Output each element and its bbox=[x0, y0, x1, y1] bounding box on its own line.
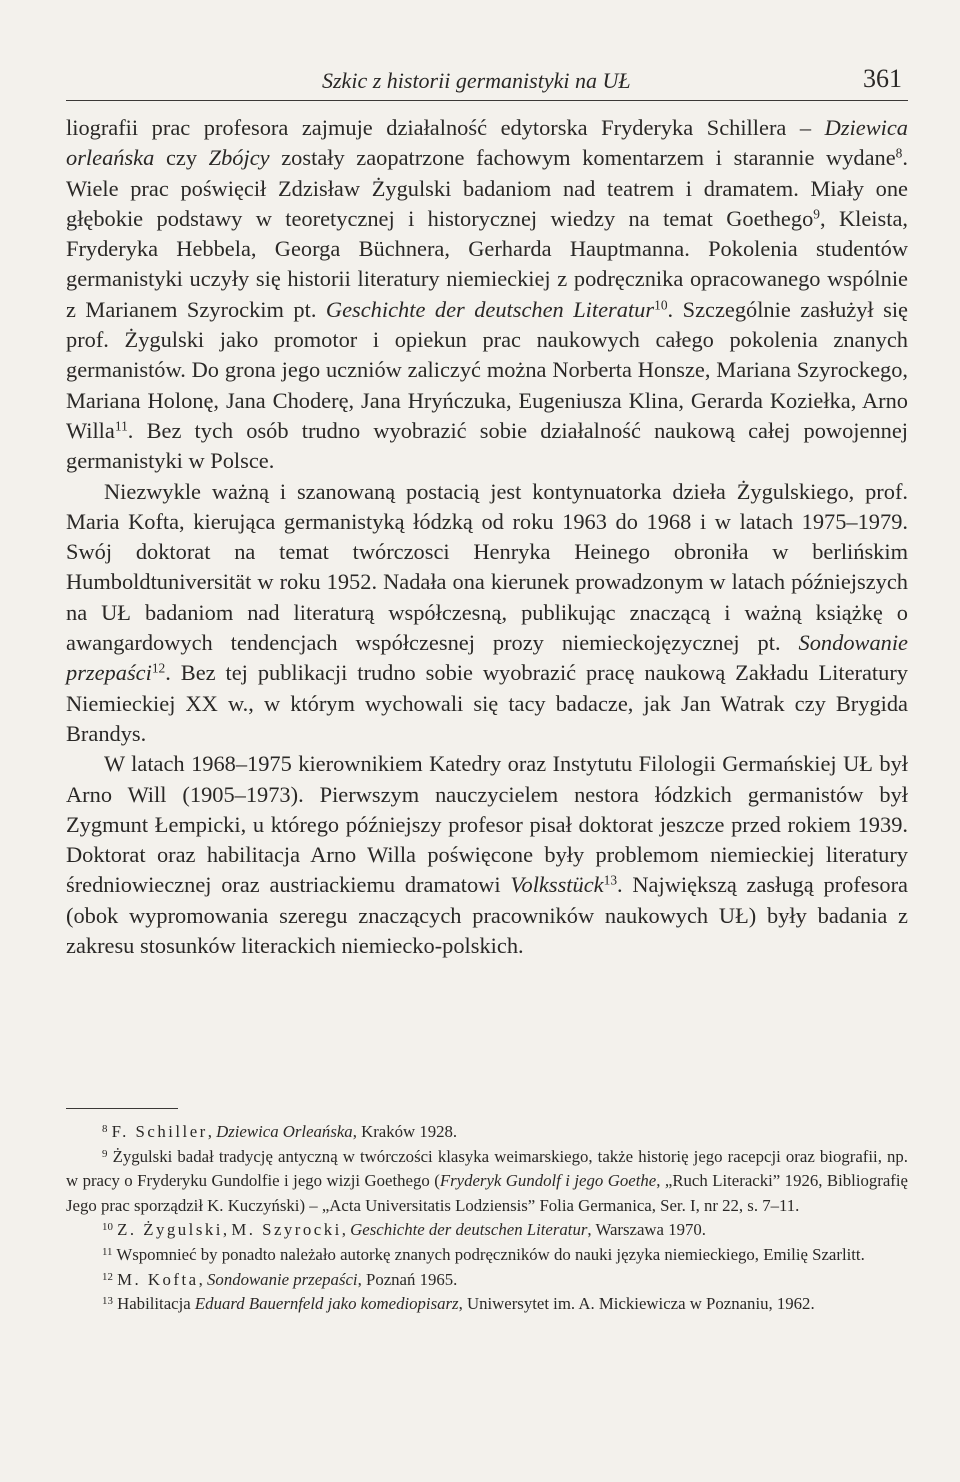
author-name: M. Kofta bbox=[117, 1269, 199, 1289]
text-run: , Poznań 1965. bbox=[357, 1269, 458, 1289]
italic-text: Dziewica orleańska bbox=[66, 115, 908, 171]
text-run: . Największą zasługą profesora (obok wypromowania szeregu znaczących pracowników naukowych UŁ) były badania z zakresu stosunków literackich niemiecko-polskich. bbox=[66, 872, 908, 959]
text-run: , bbox=[341, 1220, 351, 1240]
footnote-number: 8 bbox=[102, 1123, 108, 1136]
italic-text: Volksstück bbox=[510, 872, 604, 898]
text-run: , Kraków 1928. bbox=[352, 1122, 458, 1141]
footnote bbox=[66, 1145, 908, 1219]
footnote-number: 12 bbox=[102, 1270, 113, 1283]
body-paragraph bbox=[66, 113, 908, 477]
body-paragraph bbox=[66, 749, 908, 961]
footnote-reference: 9 bbox=[813, 206, 820, 222]
text-run: , Kleista, Fryderyka Hebbela, Georga Büchnera, Gerharda Hauptmanna. Pokolenia studentów germanistyki uczyły się historii literatury niemieckiej z podręcznika opracowanego wspólnie z Marianem Szyrockim pt. bbox=[66, 205, 908, 322]
italic-text: Geschichte der deutschen Literatur bbox=[350, 1220, 588, 1240]
footnote-number: 10 bbox=[102, 1221, 113, 1234]
footnote-reference: 11 bbox=[114, 418, 128, 434]
text-run: . Wiele prac poświęcił Zdzisław Żygulski badaniom nad teatrem i dramatem. Miały one głębokie podstawy w teoretycznej i historycznej wiedzy na temat Goethego bbox=[66, 145, 908, 231]
footnote bbox=[66, 1243, 908, 1268]
text-run: Habilitacja bbox=[117, 1294, 195, 1314]
text-run: . Bez tych osób trudno wyobrazić sobie działalność naukową całej powojennej germanistyki w Polsce. bbox=[66, 417, 908, 474]
author-name: M. Szyrocki bbox=[231, 1220, 342, 1240]
text-run: . Szczególnie zasłużył się prof. Żygulski jako promotor i opiekun prac naukowych całego pokolenia znanych germanistów. Do grona jego uczniów zaliczyć można Norberta Honsze, Mariana Szyrockego, Mariana Holonę, Jana Choderę, Jana Hryńczuka, Eugeniusza Klina, Gerarda Koziełka, Arno Willa bbox=[66, 296, 908, 443]
body-paragraph bbox=[66, 477, 908, 750]
text-run: , bbox=[222, 1220, 232, 1240]
text-run: , Warszawa 1970. bbox=[587, 1220, 706, 1240]
running-title: Szkic z historii germanistyki na UŁ bbox=[322, 68, 631, 93]
italic-text: Geschichte der deutschen Literatur bbox=[325, 296, 655, 322]
text-run: , Uniwersytet im. A. Mickiewicza w Poznaniu, 1962. bbox=[458, 1294, 815, 1314]
text-run: zostały zaopatrzone fachowym komentarzem i starannie wydane bbox=[269, 145, 896, 171]
text-run: Żygulski badał tradycję antyczną w twórczości klasyka weimarskiego, także historię jego racepcji oraz biografii, np. w pracy o Fryderyku Gundolfie i jego wizji Goethego ( bbox=[66, 1146, 908, 1191]
italic-text: Eduard Bauernfeld jako komediopisarz bbox=[194, 1294, 459, 1314]
footnotes bbox=[66, 1120, 908, 1317]
footnote-number: 9 bbox=[102, 1147, 108, 1160]
italic-text: Dziewica Orleańska bbox=[216, 1122, 353, 1141]
author-name: Z. Żygulski bbox=[117, 1220, 223, 1240]
footnote-reference: 12 bbox=[151, 660, 166, 676]
text-run: , bbox=[207, 1122, 217, 1141]
text-run: . Bez tej publikacji trudno sobie wyobrazić pracę naukową Zakładu Literatury Niemieckiej XX w., w którym wychowali się tacy badacze, jak Jan Watrak czy Brygida Brandys. bbox=[66, 660, 908, 746]
author-name: F. Schiller bbox=[111, 1122, 208, 1141]
italic-text: Sondowanie przepaści bbox=[207, 1269, 358, 1289]
footnote-number: 13 bbox=[102, 1295, 113, 1308]
footnote-separator bbox=[66, 1108, 178, 1109]
footnote-reference: 10 bbox=[654, 297, 668, 313]
footnote-reference: 8 bbox=[895, 145, 903, 161]
text-run: Niezwykle ważną i szanowaną postacią jest kontynuatorka dzieła Żygulskiego, prof. Maria Kofta, kierująca germanistyką łódzką od roku 1963 do 1968 i w latach 1975–1979. Swój doktorat na temat twórczosci Henryka Heinego obroniła w berlińskim Humboldtuniversität w roku 1952. Nadała ona kierunek prowadzonym w latach późniejszych na UŁ badaniom nad literaturą współczesną, publikując znaczącą i ważną książkę o awangardowych tendencjach współczesnej prozy niemieckojęzycznej pt. bbox=[66, 478, 908, 656]
text-run: Wspomnieć by ponadto należało autorkę znanych podręczników do nauki języka niemieckiego, Emilię Szarlitt. bbox=[116, 1244, 865, 1264]
footnote bbox=[66, 1292, 908, 1317]
text-run: , bbox=[198, 1269, 208, 1289]
italic-text: Fryderyk Gundolf i jego Goethe bbox=[439, 1171, 657, 1191]
text-run: W latach 1968–1975 kierownikiem Katedry oraz Instytutu Filologii Germańskiej UŁ był Arno Will (1905–1973). Pierwszym nauczycielem nestora łódzkich germanistów był Zygmunt Łempicki, u którego późniejszy profesor pisał doktorat jeszcze przed rokiem 1939. Doktorat oraz habilitacja Arno Willa poświęcone były problemom niemieckiej literatury średniowiecznej oraz austriackiemu dramatowi bbox=[66, 751, 908, 898]
footnote-number: 11 bbox=[102, 1246, 113, 1259]
italic-text: Sondowanie przepaści bbox=[66, 630, 908, 686]
body-text bbox=[66, 113, 908, 961]
italic-text: Zbójcy bbox=[208, 145, 270, 171]
footnote bbox=[66, 1268, 908, 1293]
page-number: 361 bbox=[863, 64, 902, 93]
text-run: czy bbox=[154, 145, 209, 171]
text-run: , „Ruch Literacki” 1926, Bibliografię Jego prac sporządził K. Kuczyński) – „Acta Universitatis Lodziensis” Folia Germanica, Ser. I, nr 22, s. 7–11. bbox=[66, 1171, 908, 1215]
footnote bbox=[66, 1120, 908, 1145]
footnote-reference: 13 bbox=[603, 873, 618, 889]
text-run: liografii prac profesora zajmuje działalność edytorska Fryderyka Schillera – bbox=[66, 115, 825, 140]
footnote bbox=[66, 1218, 908, 1243]
page-header bbox=[66, 60, 908, 101]
